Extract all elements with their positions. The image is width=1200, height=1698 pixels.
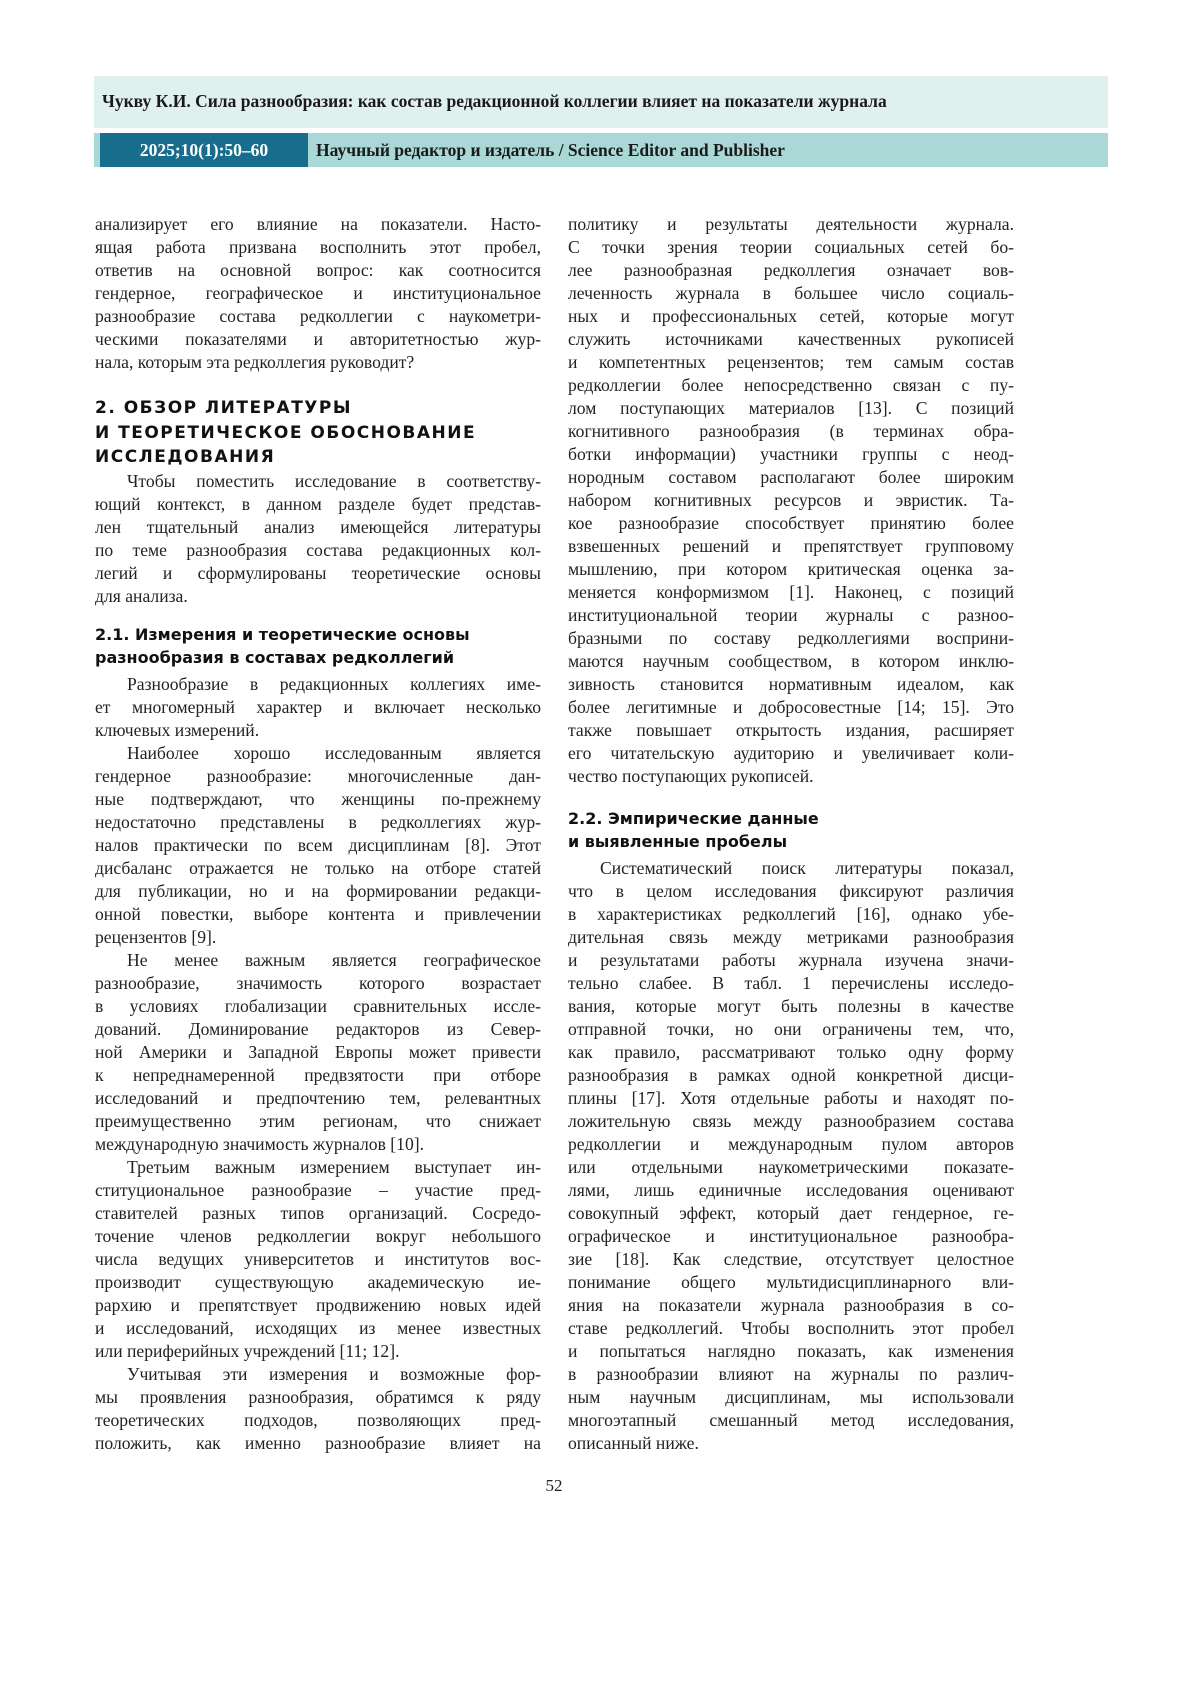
text-line: мышлению, при котором критическая оценка за- xyxy=(568,558,1014,581)
text-line: нала, которым эта редколлегия руководит? xyxy=(95,351,541,374)
text-line: бразными по составу редколлегиями восприни- xyxy=(568,627,1014,650)
text-line: к непреднамеренной предвзятости при отборе xyxy=(95,1064,541,1087)
text-line: дисбаланс отражается не только на отборе статей xyxy=(95,857,541,880)
text-line: в условиях глобализации сравнительных иссле- xyxy=(95,995,541,1018)
text-line: дительная связь между метриками разнообразия xyxy=(568,926,1014,949)
paragraph xyxy=(95,949,541,1156)
text-line: международную значимость журналов [10]. xyxy=(95,1133,541,1156)
text-line: разнообразия в рамках одной конкретной дисци- xyxy=(568,1064,1014,1087)
text-line: ных и профессиональных сетей, которые могут xyxy=(568,305,1014,328)
running-title: Чукву К.И. Сила разнообразия: как состав редакционной коллегии влияет на показатели журнала xyxy=(102,91,887,112)
text-line: Наиболее хорошо исследованным является xyxy=(95,742,541,765)
text-line: маются научным сообществом, в котором инклю- xyxy=(568,650,1014,673)
paragraph xyxy=(95,213,541,374)
subsection-heading xyxy=(95,623,541,669)
text-line: взвешенных решений и препятствует групповому xyxy=(568,535,1014,558)
text-line: когнитивного разнообразия (в терминах обра- xyxy=(568,420,1014,443)
text-line: ной Америки и Западной Европы может привести xyxy=(95,1041,541,1064)
subsection-heading xyxy=(568,807,1014,853)
text-line: лом поступающих материалов [13]. С позиций xyxy=(568,397,1014,420)
text-line: исследований и предпочтению тем, релевантных xyxy=(95,1087,541,1110)
text-line: 2.2. Эмпирические данные xyxy=(568,807,1014,830)
text-line: меняется конформизмом [1]. Наконец, с позиций xyxy=(568,581,1014,604)
text-line: политику и результаты деятельности журнала. xyxy=(568,213,1014,236)
text-line: легий и сформулированы теоретические основы xyxy=(95,562,541,585)
text-line: многоэтапный смешанный метод исследования, xyxy=(568,1409,1014,1432)
text-line: нородным составом располагают более широким xyxy=(568,466,1014,489)
text-line: ные подтверждают, что женщины по-прежнему xyxy=(95,788,541,811)
text-line: отправной точки, но они ограничены тем, что, xyxy=(568,1018,1014,1041)
text-line: дований. Доминирование редакторов из Север- xyxy=(95,1018,541,1041)
text-line: Чтобы поместить исследование в соответству- xyxy=(95,470,541,493)
text-line: Третьим важным измерением выступает ин- xyxy=(95,1156,541,1179)
text-line: яния на показатели журнала разнообразия в со- xyxy=(568,1294,1014,1317)
spacer xyxy=(95,608,541,623)
text-line: ституциональное разнообразие – участие пред- xyxy=(95,1179,541,1202)
text-line: плины [17]. Хотя отдельные работы и находят по- xyxy=(568,1087,1014,1110)
text-line: онной повестки, выборе контента и привлечении xyxy=(95,903,541,926)
text-line: редколлегии более непосредственно связан с пу- xyxy=(568,374,1014,397)
text-line: также повышает открытость издания, расширяет xyxy=(568,719,1014,742)
text-line: набором когнитивных ресурсов и эвристик. Та- xyxy=(568,489,1014,512)
text-line: гендерное разнообразие: многочисленные дан- xyxy=(95,765,541,788)
text-line: ботки информации) участники группы с неод- xyxy=(568,443,1014,466)
paragraph xyxy=(95,742,541,949)
text-line: по теме разнообразия состава редакционных кол- xyxy=(95,539,541,562)
text-line: С точки зрения теории социальных сетей бо- xyxy=(568,236,1014,259)
text-line: вания, которые могут быть полезны в качестве xyxy=(568,995,1014,1018)
paragraph xyxy=(95,673,541,742)
text-line: Систематический поиск литературы показал, xyxy=(568,857,1014,880)
text-line: или отдельными наукометрическими показате- xyxy=(568,1156,1014,1179)
text-line: разнообразия в составах редколлегий xyxy=(95,646,541,669)
text-line: положить, как именно разнообразие влияет на xyxy=(95,1432,541,1455)
text-line: Не менее важным является географическое xyxy=(95,949,541,972)
paragraph xyxy=(568,857,1014,1455)
text-line: И ТЕОРЕТИЧЕСКОЕ ОБОСНОВАНИЕ xyxy=(95,421,541,446)
text-line: и компетентных рецензентов; тем самым состав xyxy=(568,351,1014,374)
text-line: как правило, рассматривают только одну форму xyxy=(568,1041,1014,1064)
text-line: преимущественно этим регионам, что снижает xyxy=(95,1110,541,1133)
text-line: 2.1. Измерения и теоретические основы xyxy=(95,623,541,646)
text-line: редколлегии и международным пулом авторов xyxy=(568,1133,1014,1156)
text-line: ческими показателями и авторитетностью жур- xyxy=(95,328,541,351)
text-line: в характеристиках редколлегий [16], однако убе- xyxy=(568,903,1014,926)
journal-title: Научный редактор и издатель / Science Editor and Publisher xyxy=(316,133,785,167)
text-line: разнообразие состава редколлегии с наукометри- xyxy=(95,305,541,328)
text-line: или периферийных учреждений [11; 12]. xyxy=(95,1340,541,1363)
text-line: леченность журнала в большее число социаль- xyxy=(568,282,1014,305)
section-heading xyxy=(95,396,541,470)
text-line: зие [18]. Как следствие, отсутствует целостное xyxy=(568,1248,1014,1271)
text-line: точение членов редколлегии вокруг небольшого xyxy=(95,1225,541,1248)
text-line: лен тщательный анализ имеющейся литературы xyxy=(95,516,541,539)
text-line: недостаточно представлены в редколлегиях жур- xyxy=(95,811,541,834)
paragraph xyxy=(95,1156,541,1363)
text-line: Учитывая эти измерения и возможные фор- xyxy=(95,1363,541,1386)
text-line: теоретических подходов, позволяющих пред- xyxy=(95,1409,541,1432)
text-line: ографическое и институциональное разнообра- xyxy=(568,1225,1014,1248)
text-line: ет многомерный характер и включает несколько xyxy=(95,696,541,719)
text-line: ным научным дисциплинам, мы использовали xyxy=(568,1386,1014,1409)
text-line: гендерное, географическое и институциональное xyxy=(95,282,541,305)
left-column xyxy=(95,213,541,1455)
text-line: ключевых измерений. xyxy=(95,719,541,742)
text-line: ющий контекст, в данном разделе будет представ- xyxy=(95,493,541,516)
text-line: ИССЛЕДОВАНИЯ xyxy=(95,445,541,470)
paragraph xyxy=(95,470,541,608)
text-line: зивность становится нормативным идеалом, как xyxy=(568,673,1014,696)
text-line: ложительную связь между разнообразием состава xyxy=(568,1110,1014,1133)
text-line: и выявленные пробелы xyxy=(568,830,1014,853)
text-line: в разнообразии влияют на журналы по различ- xyxy=(568,1363,1014,1386)
text-line: ставителей разных типов организаций. Сосредо- xyxy=(95,1202,541,1225)
text-line: ответив на основной вопрос: как соотносится xyxy=(95,259,541,282)
right-column xyxy=(568,213,1014,1455)
text-line: тельно слабее. В табл. 1 перечислены исследо- xyxy=(568,972,1014,995)
text-line: чество поступающих рукописей. xyxy=(568,765,1014,788)
spacer xyxy=(568,788,1014,807)
text-line: институциональной теории журналы с разноо- xyxy=(568,604,1014,627)
text-line: производит существующую академическую ие- xyxy=(95,1271,541,1294)
text-line: для публикации, но и на формировании редакци- xyxy=(95,880,541,903)
text-line: Разнообразие в редакционных коллегиях име- xyxy=(95,673,541,696)
paragraph xyxy=(568,213,1014,788)
issue-citation: 2025;10(1):50–60 xyxy=(100,133,308,167)
spacer xyxy=(95,374,541,396)
text-line: совокупный эффект, который дает гендерное, ге- xyxy=(568,1202,1014,1225)
text-line: и попытаться наглядно показать, как изменения xyxy=(568,1340,1014,1363)
text-line: и исследований, исходящих из менее известных xyxy=(95,1317,541,1340)
text-line: что в целом исследования фиксируют различия xyxy=(568,880,1014,903)
text-line: для анализа. xyxy=(95,585,541,608)
text-line: рецензентов [9]. xyxy=(95,926,541,949)
text-line: анализирует его влияние на показатели. Насто- xyxy=(95,213,541,236)
text-line: лее разнообразная редколлегия означает вов- xyxy=(568,259,1014,282)
text-line: ящая работа призвана восполнить этот пробел, xyxy=(95,236,541,259)
text-line: мы проявления разнообразия, обратимся к ряду xyxy=(95,1386,541,1409)
text-line: налов практически по всем дисциплинам [8]. Этот xyxy=(95,834,541,857)
text-line: его читательскую аудиторию и увеличивает коли- xyxy=(568,742,1014,765)
text-line: более легитимные и добросовестные [14; 15]. Это xyxy=(568,696,1014,719)
text-line: понимание общего мультидисциплинарного вли- xyxy=(568,1271,1014,1294)
text-line: служить источниками качественных рукописей xyxy=(568,328,1014,351)
text-line: описанный ниже. xyxy=(568,1432,1014,1455)
text-line: кое разнообразие способствует принятию более xyxy=(568,512,1014,535)
paragraph xyxy=(95,1363,541,1455)
text-line: лями, лишь единичные исследования оценивают xyxy=(568,1179,1014,1202)
page-number: 52 xyxy=(0,1476,1108,1496)
text-line: ставе редколлегий. Чтобы восполнить этот пробел xyxy=(568,1317,1014,1340)
text-line: и результатами работы журнала изучена значи- xyxy=(568,949,1014,972)
text-line: разнообразие, значимость которого возрастает xyxy=(95,972,541,995)
running-title-bar xyxy=(94,76,1108,128)
text-line: 2. ОБЗОР ЛИТЕРАТУРЫ xyxy=(95,396,541,421)
journal-info-bar xyxy=(94,133,1108,167)
text-line: числа ведущих университетов и институтов вос- xyxy=(95,1248,541,1271)
text-line: рархию и препятствует продвижению новых идей xyxy=(95,1294,541,1317)
